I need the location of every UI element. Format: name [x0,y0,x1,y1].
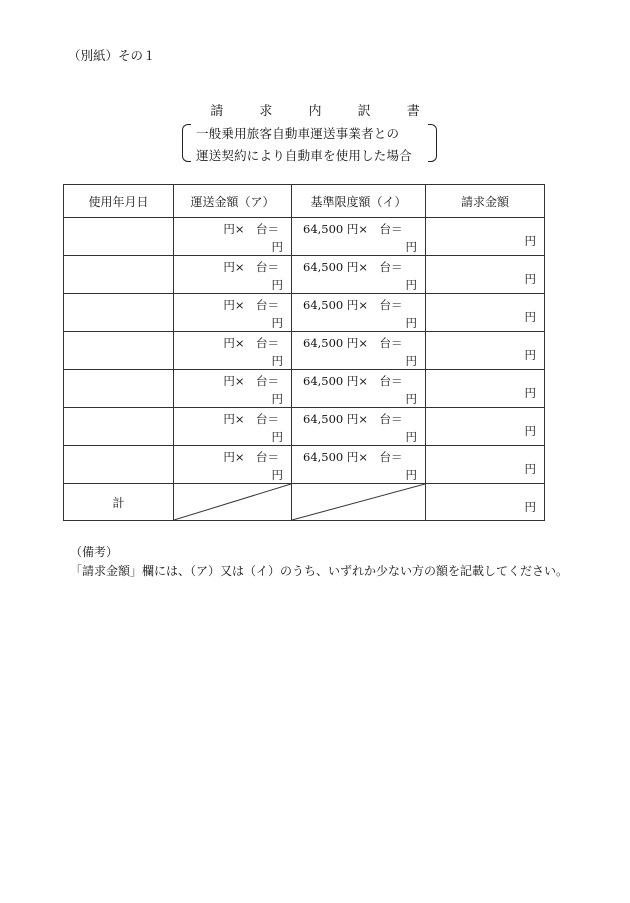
date-cell[interactable] [64,256,174,294]
limit-formula: 64,500 円× 台＝ [303,222,403,236]
claim-table [63,184,545,521]
diagonal-line [174,484,291,520]
yen-unit: 円 [271,430,283,444]
claim-amount-cell[interactable] [426,332,545,370]
limit-amount-cell[interactable] [292,218,426,256]
remarks-text: 「請求金額」欄には、（ア）又は（イ）のうち、いずれか少ない方の額を記載してください。 [70,564,569,578]
limit-amount-cell[interactable] [292,370,426,408]
claim-amount-cell[interactable] [426,256,545,294]
yen-unit: 円 [524,272,536,286]
yen-unit: 円 [524,348,536,362]
table-row [64,256,545,294]
annex-label: （別紙）その１ [68,48,156,63]
date-cell[interactable] [64,446,174,484]
document-title [0,100,630,119]
title-char: 内 [308,104,322,119]
transport-formula: 円× 台＝ [223,450,279,464]
title-char: 訳 [357,104,371,119]
header-date: 使用年月日 [64,185,174,218]
date-cell[interactable] [64,218,174,256]
limit-formula: 64,500 円× 台＝ [303,260,403,274]
title-char: 書 [406,104,420,119]
yen-unit: 円 [524,310,536,324]
yen-unit: 円 [271,316,283,330]
table-row [64,408,545,446]
table-row [64,370,545,408]
transport-formula: 円× 台＝ [223,412,279,426]
subtitle-line-1: 一般乗用旅客自動車運送事業者との [196,126,400,141]
transport-amount-cell[interactable] [174,332,292,370]
claim-amount-cell[interactable] [426,370,545,408]
limit-amount-cell[interactable] [292,332,426,370]
limit-amount-cell[interactable] [292,294,426,332]
yen-unit: 円 [405,468,417,482]
limit-formula: 64,500 円× 台＝ [303,412,403,426]
limit-formula: 64,500 円× 台＝ [303,450,403,464]
limit-amount-cell[interactable] [292,256,426,294]
table-row [64,218,545,256]
limit-amount-cell[interactable] [292,408,426,446]
date-cell[interactable] [64,370,174,408]
transport-formula: 円× 台＝ [223,374,279,388]
date-cell[interactable] [64,294,174,332]
transport-amount-cell[interactable] [174,408,292,446]
yen-unit: 円 [405,278,417,292]
yen-unit: 円 [271,278,283,292]
transport-formula: 円× 台＝ [223,222,279,236]
transport-amount-cell[interactable] [174,446,292,484]
transport-amount-cell[interactable] [174,256,292,294]
total-transport-cell [174,484,292,521]
limit-formula: 64,500 円× 台＝ [303,374,403,388]
date-cell[interactable] [64,408,174,446]
yen-unit: 円 [524,424,536,438]
claim-amount-cell[interactable] [426,446,545,484]
table-row [64,294,545,332]
yen-unit: 円 [524,462,536,476]
yen-unit: 円 [524,386,536,400]
yen-unit: 円 [405,430,417,444]
claim-amount-cell[interactable] [426,408,545,446]
yen-unit: 円 [405,354,417,368]
header-claim-amount: 請求金額 [426,185,545,218]
yen-unit: 円 [271,354,283,368]
total-claim-cell[interactable] [426,484,545,521]
transport-amount-cell[interactable] [174,294,292,332]
title-char: 請 [210,104,224,119]
yen-unit: 円 [405,316,417,330]
yen-unit: 円 [405,392,417,406]
limit-formula: 64,500 円× 台＝ [303,298,403,312]
transport-formula: 円× 台＝ [223,336,279,350]
limit-amount-cell[interactable] [292,446,426,484]
date-cell[interactable] [64,332,174,370]
header-limit-amount: 基準限度額（イ） [292,185,426,218]
yen-unit: 円 [524,234,536,248]
header-transport-amount: 運送金額（ア） [174,185,292,218]
right-bracket [428,124,437,162]
total-row [64,484,545,521]
transport-formula: 円× 台＝ [223,260,279,274]
subtitle-line-2: 運送契約により自動車を使用した場合 [196,148,412,163]
total-label: 計 [64,484,174,521]
diagonal-line [292,484,425,520]
left-bracket [182,124,191,162]
yen-unit: 円 [271,468,283,482]
table-row [64,332,545,370]
table-row [64,446,545,484]
title-char: 求 [259,104,273,119]
yen-unit: 円 [271,392,283,406]
yen-unit: 円 [271,240,283,254]
claim-amount-cell[interactable] [426,294,545,332]
limit-formula: 64,500 円× 台＝ [303,336,403,350]
transport-amount-cell[interactable] [174,218,292,256]
total-limit-cell [292,484,426,521]
remarks-heading: （備考） [70,545,119,559]
yen-unit: 円 [524,500,536,514]
transport-formula: 円× 台＝ [223,298,279,312]
claim-amount-cell[interactable] [426,218,545,256]
yen-unit: 円 [405,240,417,254]
transport-amount-cell[interactable] [174,370,292,408]
